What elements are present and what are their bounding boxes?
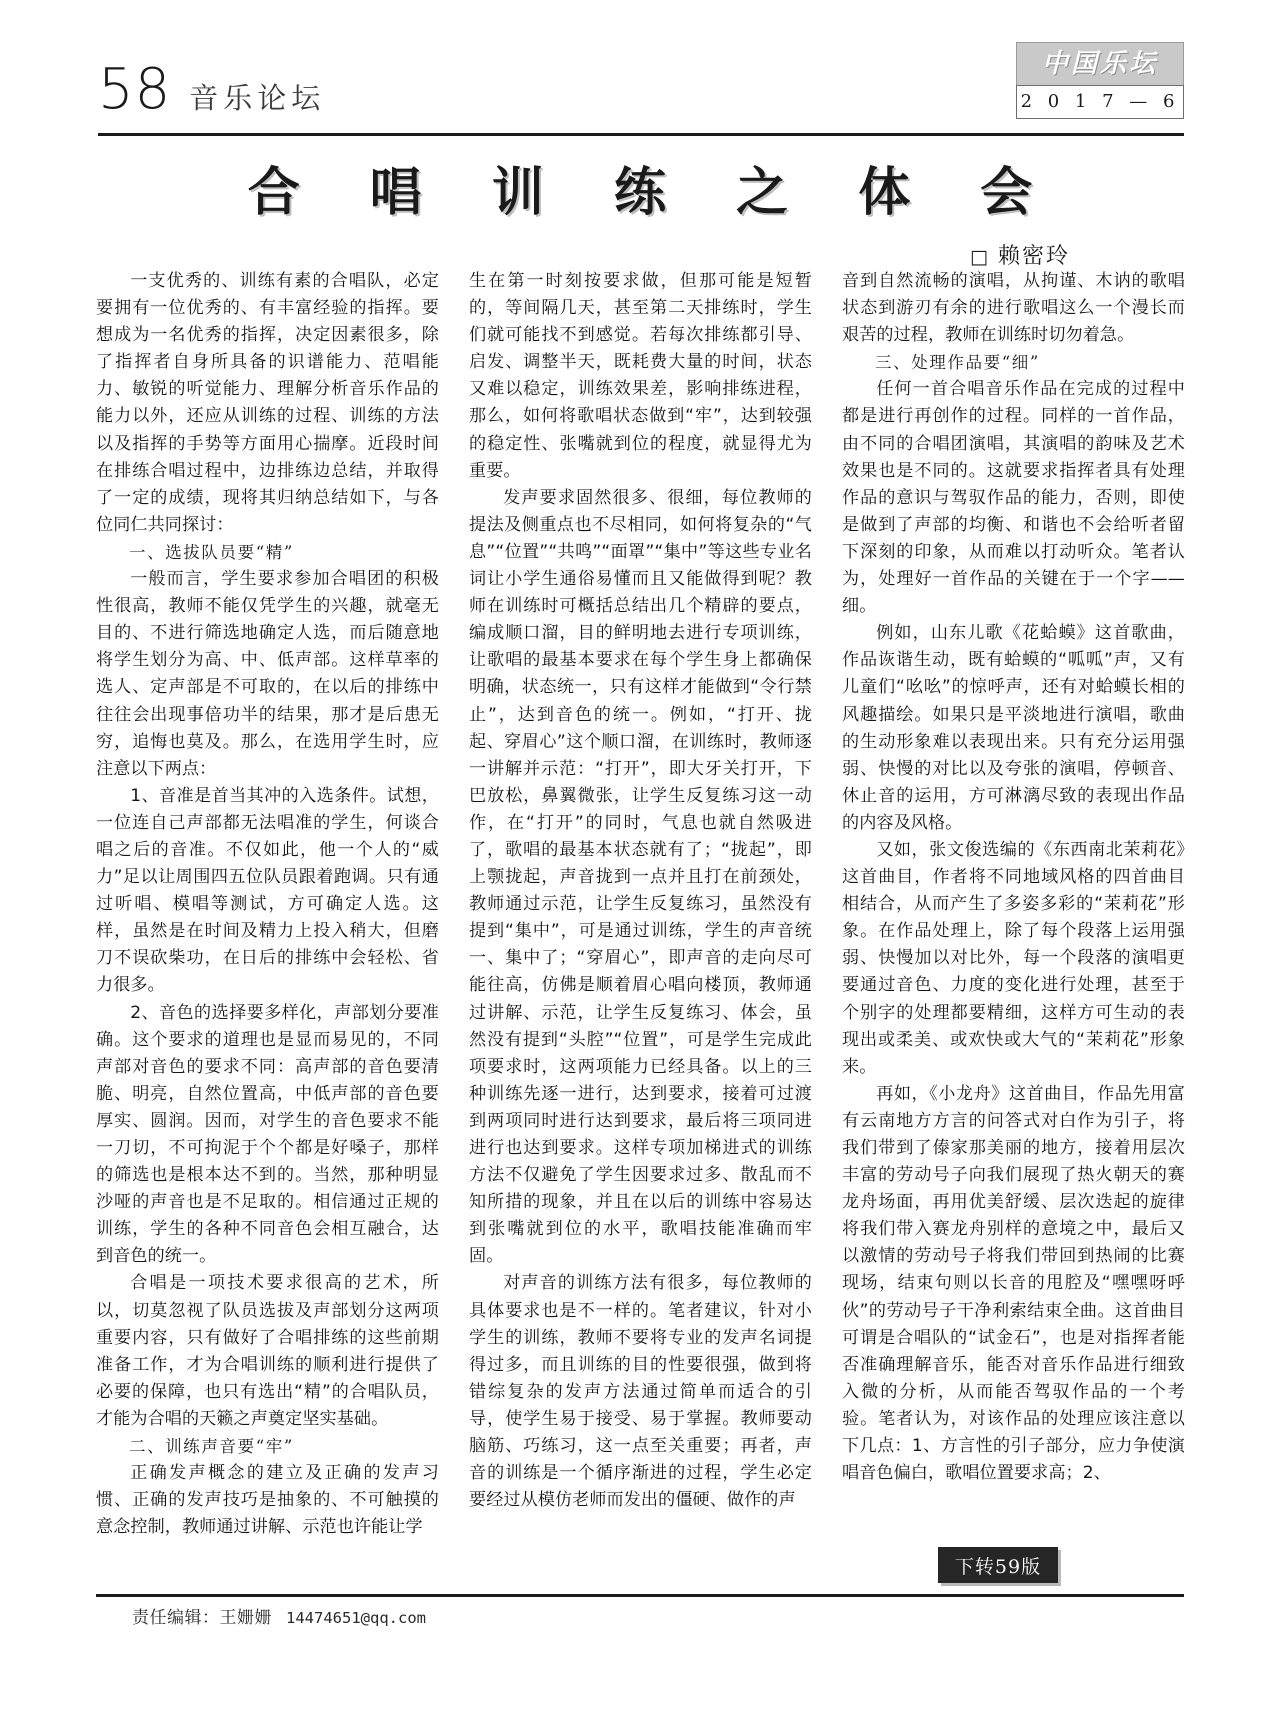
continued-on-page-badge: 下转59版	[938, 1547, 1058, 1583]
column-2	[469, 268, 812, 1541]
masthead	[0, 0, 1280, 150]
paragraph: 一支优秀的、训练有素的合唱队，必定要拥有一位优秀的、有丰富经验的指挥。要想成为一名优秀的指挥，决定因素很多，除了指挥者自身所具备的识谱能力、范唱能力、敏锐的听觉能力、理解分析音乐作品的能力以外，还应从训练的过程、训练的方法以及指挥的手势等方面用心揣摩。近段时间在排练合唱过程中，边排练边总结，并取得了一定的成绩，现将其归纳总结如下，与各位同仁共同探讨：	[96, 271, 439, 535]
paragraph: 对声音的训练方法有很多，每位教师的具体要求也是不一样的。笔者建议，针对小学生的训练，教师不要将专业的发声名词提得过多，而且训练的目的性要很强，做到将错综复杂的发声方法通过简单而适合的引导，使学生易于接受、易于掌握。教师要动脑筋、巧练习，这一点至关重要；再者，声音的训练是一个循序渐进的过程，学生必定要经过从模仿老师而发出的僵硬、做作的声	[469, 1273, 812, 1511]
page-title: 合 唱 训 练 之 体 会	[247, 162, 1059, 223]
byline-marker-icon: □	[970, 246, 990, 268]
paragraph: 又如，张文俊选编的《东西南北茉莉花》这首曲目，作者将不同地域风格的四首曲目相结合，从而产生了多姿多彩的“茉莉花”形象。在作品处理上，除了每个段落上运用强弱、快慢加以对比外，每一个段落的演唱更要通过音色、力度的变化进行处理，甚至于个别字的处理都要精细，这样方可生动的表现出或柔美、或欢快或大气的“茉莉花”形象来。	[842, 839, 1185, 1077]
journal-logo-title: 中国乐坛	[1016, 42, 1184, 85]
paragraph: 合唱是一项技术要求很高的艺术，所以，切莫忽视了队员选拔及声部划分这两项重要内容，只有做好了合唱排练的这些前期准备工作，才为合唱训练的顺利进行提供了必要的保障，也只有选出“精”的合唱队员，才能为合唱的天籁之声奠定坚实基础。	[96, 1273, 439, 1429]
editor-label: 责任编辑：	[132, 1608, 220, 1628]
folio	[98, 57, 326, 122]
journal-issue: 2 0 1 7 — 6	[1016, 85, 1184, 119]
paragraph: 发声要求固然很多、很细，每位教师的提法及侧重点也不尽相同，如何将复杂的“气息”“位置”“共鸣”“面罩”“集中”等这些专业名词让小学生通俗易懂而且又能做得到呢？教师在训练时可概括总结出几个精辟的要点，编成顺口溜，目的鲜明地去进行专项训练，让歌唱的最基本要求在每个学生身上都确保明确，状态统一，只有这样才能做到“令行禁止”，达到音色的统一。例如，“打开、拢起、穿眉心”这个顺口溜，在训练时，教师逐一讲解并示范：“打开”，即大牙关打开，下巴放松，鼻翼微张，让学生反复练习这一动作，在“打开”的同时，气息也就自然吸进了，歌唱的最基本状态就有了；“拢起”，即上颚拢起，声音拢到一点并且打在前颈处，教师通过示范，让学生反复练习，虽然没有提到“集中”，可是通过训练，学生的声音统一、集中了；“穿眉心”，即声音的走向尽可能往高，仿佛是顺着眉心唱向楼顶，教师通过讲解、示范，让学生反复练习、体会，虽然没有提到“头腔”“位置”，可是学生完成此项要求时，这两项能力已经具备。以上的三种训练先逐一进行，达到要求，接着可过渡到两项同时进行达到要求，最后将三项同进进行也达到要求。这样专项加梯进式的训练方法不仅避免了学生因要求过多、散乱而不知所措的现象，并且在以后的训练中容易达到张嘴就到位的水平，歌唱技能准确而牢固。	[469, 487, 812, 1267]
footer-divider	[96, 1594, 1184, 1597]
footer	[96, 1603, 1184, 1628]
section-name: 音乐论坛	[189, 81, 326, 115]
editor-name: 王姗姗	[219, 1608, 272, 1628]
section-heading-3: 三、处理作品要“细”	[875, 353, 1040, 373]
paragraph: 任何一首合唱音乐作品在完成的过程中都是进行再创作的过程。同样的一首作品，由不同的合唱团演唱，其演唱的韵味及艺术效果也是不同的。这就要求指挥者具有处理作品的意识与驾驭作品的能力，否则，即使是做到了声部的均衡、和谐也不会给听者留下深刻的印象，从而难以打动听众。笔者认为，处理好一首作品的关键在于一个字——细。	[842, 379, 1185, 617]
paragraph: 例如，山东儿歌《花蛤蟆》这首歌曲，作品诙谐生动，既有蛤蟆的“呱呱”声，又有儿童们“吆吆”的惊呼声，还有对蛤蟆长相的风趣描绘。如果只是平淡地进行演唱，歌曲的生动形象难以表现出来。只有充分运用强弱、快慢的对比以及夸张的演唱，停顿音、休止音的运用，方可淋漓尽致的表现出作品的内容及风格。	[842, 623, 1185, 833]
paragraph: 音到自然流畅的演唱，从拘谨、木讷的歌唱状态到游刃有余的进行歌唱这么一个漫长而艰苦的过程，教师在训练时切勿着急。	[842, 271, 1185, 346]
section-heading-1: 一、选拔队员要“精”	[129, 542, 294, 562]
journal-logo-box	[1016, 42, 1184, 119]
title-block	[0, 160, 1280, 270]
column-1	[96, 268, 439, 1541]
paragraph: 1、音准是首当其冲的入选条件。试想，一位连自己声部都无法唱准的学生，何谈合唱之后的音准。不仅如此，他一个人的“威力”足以让周围四五位队员跟着跑调。只有通过听唱、模唱等测试，方可确定人选。这样，虽然是在时间及精力上投入稍大，但磨刀不误砍柴功，在日后的排练中会轻松、省力很多。	[96, 785, 439, 996]
paragraph: 2、音色的选择要多样化，声部划分要准确。这个要求的道理也是显而易见的，不同声部对音色的要求不同：高声部的音色要清脆、明亮，自然位置高，中低声部的音色要厚实、圆润。因而，对学生的音色要求不能一刀切，不可拘泥于个个都是好嗓子，那样的筛选也是根本达不到的。当然，那种明显沙哑的声音也是不足取的。相信通过正规的训练，学生的各种不同音色会相互融合，达到音色的统一。	[96, 1002, 439, 1267]
article-columns	[96, 268, 1186, 1541]
editor-email: 14474651@qq.com	[286, 1609, 426, 1627]
byline	[0, 239, 1280, 270]
paragraph: 生在第一时刻按要求做，但那可能是短暂的，等间隔几天，甚至第二天排练时，学生们就可能找不到感觉。若每次排练都引导、启发、调整半天，既耗费大量的时间，状态又难以稳定，训练效果差，影响排练进程，那么，如何将歌唱状态做到“牢”，达到较强的稳定性、张嘴就到位的程度，就显得尤为重要。	[469, 271, 812, 481]
paragraph: 正确发声概念的建立及正确的发声习惯、正确的发声技巧是抽象的、不可触摸的意念控制，教师通过讲解、示范也许能让学	[96, 1463, 439, 1538]
author-name: 赖密玲	[997, 244, 1070, 269]
paragraph: 一般而言，学生要求参加合唱团的积极性很高，教师不能仅凭学生的兴趣，就毫无目的、不进行筛选地确定人选，而后随意地将学生划分为高、中、低声部。这样草率的选人、定声部是不可取的，在以后的排练中往往会出现事倍功半的结果，那才是后患无穷，追悔也莫及。那么，在选用学生时，应注意以下两点：	[96, 569, 439, 779]
section-heading-2: 二、训练声音要“牢”	[129, 1437, 294, 1457]
masthead-divider	[98, 133, 1184, 136]
page-number: 58	[98, 57, 172, 122]
paragraph: 再如，《小龙舟》这首曲目，作品先用富有云南地方方言的问答式对白作为引子，将我们带到了傣家那美丽的地方，接着用层次丰富的劳动号子向我们展现了热火朝天的赛龙舟场面，再用优美舒缓、层次迭起的旋律将我们带入赛龙舟别样的意境之中，最后又以激情的劳动号子将我们带回到热闹的比赛现场，结束句则以长音的甩腔及“嘿嘿呀呼伙”的劳动号子干净利索结束全曲。这首曲目可谓是合唱队的“试金石”，也是对指挥者能否准确理解音乐，能否对音乐作品进行细致入微的分析，从而能否驾驭作品的一个考验。笔者认为，对该作品的处理应该注意以下几点：1、方言性的引子部分，应力争使演唱音色偏白，歌唱位置要求高；2、	[842, 1083, 1185, 1484]
column-3	[842, 268, 1185, 1541]
